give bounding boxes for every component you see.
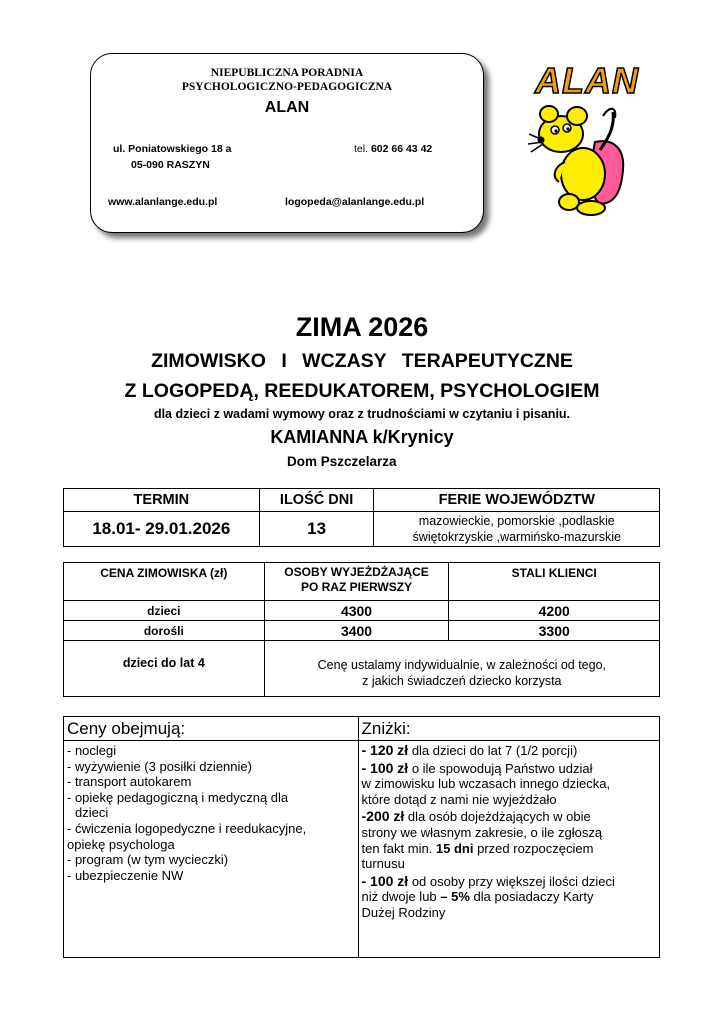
schedule-dates: 18.01- 29.01.2026 <box>64 512 260 547</box>
header-card <box>90 53 484 233</box>
discount-text-line: turnusu <box>361 856 405 872</box>
venue-name: Dom Pszczelarza <box>287 454 397 469</box>
discount-text-line <box>362 841 657 857</box>
includes-title: Ceny obejmują: <box>64 717 359 741</box>
discount-amount: - 120 zł <box>361 742 409 758</box>
email-link[interactable]: logopeda@alanlange.edu.pl <box>285 196 425 208</box>
discount-text: dla osób dojeżdżających w obie <box>404 809 591 825</box>
website-link[interactable]: www.alanlange.edu.pl <box>108 196 218 208</box>
discount-amount: - 100 zł <box>361 759 409 776</box>
target-description: dla dzieci z wadami wymowy oraz z trudnościami w czytaniu i pisaniu. <box>153 407 571 421</box>
discount-text: ten fakt min. <box>361 840 436 856</box>
list-item: - wyżywienie (3 posiłki dziennie) <box>67 758 252 774</box>
discount-text-line: które dotąd z nami nie wyjeżdżało <box>361 791 557 807</box>
address-street: ul. Poniatowskiego 18 a <box>113 143 232 155</box>
org-name: ALAN <box>264 99 310 116</box>
address-city: 05-090 RASZYN <box>131 159 210 171</box>
discount-item <box>362 874 657 890</box>
mouse-with-backpack-icon <box>525 100 640 225</box>
discount-text-line: w zimowisku lub wczasach innego dziecka, <box>361 776 611 792</box>
org-line-1: NIEPUBLICZNA PORADNIA <box>210 67 364 79</box>
page-title: ZIMA 2026 <box>295 312 429 342</box>
list-item: - noclegi <box>67 743 117 758</box>
list-item: - ubezpieczenie NW <box>67 867 184 883</box>
list-item: - ćwiczenia logopedyczne i reedukacyjne, <box>67 820 307 836</box>
discount-item <box>362 761 657 777</box>
list-item: dzieci <box>75 805 109 821</box>
discount-text-line <box>362 889 657 905</box>
discount-percent: – 5% <box>440 889 470 905</box>
phone-number[interactable]: 602 66 43 42 <box>370 143 433 155</box>
phone <box>354 143 432 155</box>
schedule-days: 13 <box>259 512 374 547</box>
schedule-header-regions: FERIE WOJEWÓDZTW <box>374 489 660 512</box>
price-row-label: dorośli <box>64 621 265 641</box>
price-row-label: dzieci <box>64 601 265 621</box>
location: KAMIANNA k/Krynicy <box>270 427 454 447</box>
logo-text: ALAN <box>535 60 639 101</box>
regions-line-1: mazowieckie, pomorskie ,podlaskie <box>418 514 615 528</box>
price-first-time-value: 4300 <box>264 601 449 621</box>
discount-amount: -200 zł <box>361 808 405 825</box>
small-children-note-line-1: Cenę ustalamy indywidualnie, w zależności od tego, <box>317 657 606 672</box>
price-header-cost: CENA ZIMOWISKA (zł) <box>64 563 265 601</box>
price-header-first-time-line-1: OSOBY WYJEŻDŻAJĄCE <box>284 565 429 579</box>
subtitle-camp-type: ZIMOWISKO I WCZASY TERAPEUTYCZNE <box>151 350 573 372</box>
subtitle-specialists: Z LOGOPEDĄ, REEDUKATOREM, PSYCHOLOGIEM <box>124 380 600 402</box>
schedule-table <box>63 488 660 547</box>
price-header-first-time <box>264 563 449 601</box>
price-table <box>63 562 660 697</box>
discount-item <box>362 743 657 759</box>
small-children-note <box>264 641 659 697</box>
discount-text: dla posiadaczy Karty <box>469 889 594 905</box>
price-regular-value: 3300 <box>449 621 660 641</box>
discounts-list <box>358 741 660 958</box>
org-line-2: PSYCHOLOGICZNO-PEDAGOGICZNA <box>181 81 393 93</box>
discount-item <box>362 809 657 825</box>
list-item: - transport autokarem <box>67 774 192 790</box>
discount-text: niż dwoje lub <box>361 889 441 905</box>
price-first-time-value: 3400 <box>264 621 449 641</box>
small-children-note-line-2: z jakich świadczeń dziecko korzysta <box>362 673 562 688</box>
includes-list <box>64 741 359 958</box>
discount-text-line: Dużej Rodziny <box>361 904 446 920</box>
phone-label: tel. <box>354 143 369 155</box>
list-item: opiekę psychologa <box>67 836 175 852</box>
discounts-title: Zniżki: <box>358 717 660 741</box>
discount-text-line: strony we własnym zakresie, o ile zgłoszą <box>361 824 603 840</box>
discount-deadline: 15 dni <box>435 840 474 856</box>
discount-text: o ile spowodują Państwo udział <box>408 760 593 776</box>
price-header-first-time-line-2: PO RAZ PIERWSZY <box>300 580 413 594</box>
discount-text: dla dzieci do lat 7 (1/2 porcji) <box>408 743 578 758</box>
schedule-header-term: TERMIN <box>64 489 260 512</box>
discount-text: przed rozpoczęciem <box>473 840 594 856</box>
price-header-regular: STALI KLIENCI <box>449 563 660 601</box>
list-item: - program (w tym wycieczki) <box>67 852 229 868</box>
discount-text: od osoby przy większej ilości dzieci <box>408 873 615 889</box>
regions-line-2: świętokrzyskie ,warmińsko-mazurskie <box>412 530 621 544</box>
small-children-label: dzieci do lat 4 <box>64 641 265 697</box>
schedule-regions <box>374 512 660 547</box>
price-regular-value: 4200 <box>449 601 660 621</box>
includes-discounts-table <box>63 716 660 958</box>
list-item: - opiekę pedagogiczną i medyczną dla <box>67 789 289 805</box>
discount-amount: - 100 zł <box>361 872 409 889</box>
schedule-header-days: ILOŚĆ DNI <box>259 489 374 512</box>
